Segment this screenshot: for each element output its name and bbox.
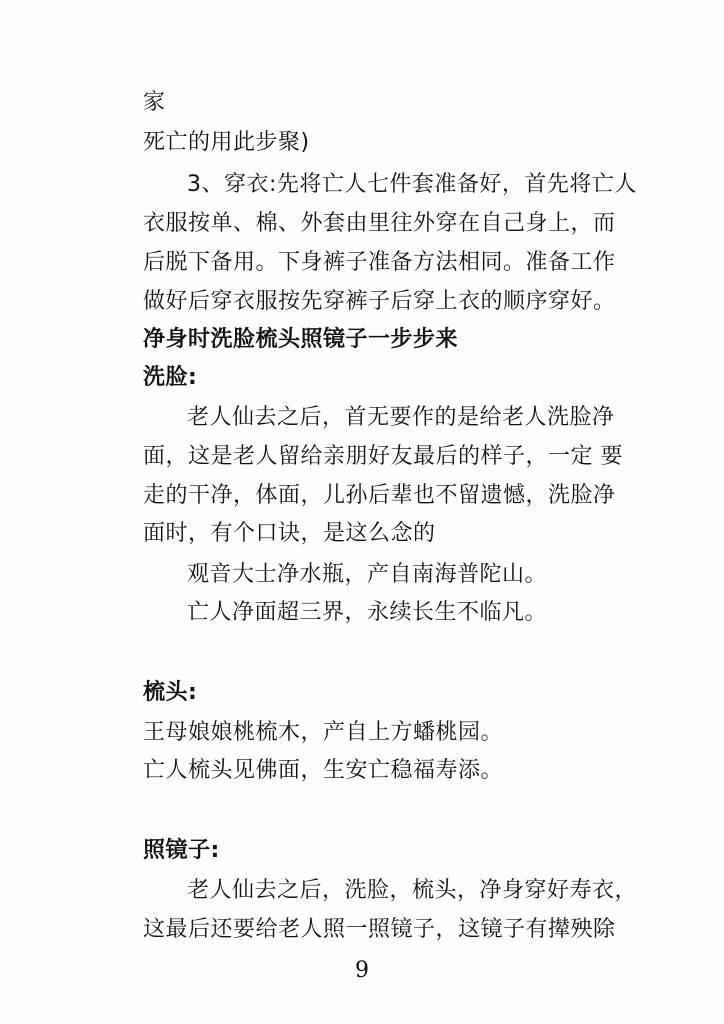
text-line: 这最后还要给老人照一照镜子，这镜子有撵殃除 — [143, 917, 616, 942]
text-line: 死亡的用此步聚) — [143, 130, 310, 155]
text-line: 亡人梳头见佛面，生安亡稳福寿添。 — [143, 758, 504, 783]
section-heading: 净身时洗脸梳头照镜子一步步来 — [143, 327, 459, 352]
text-line: 走的干净，体面，儿孙后辈也不留遗憾，洗脸净 — [143, 483, 616, 508]
text-line: 面，这是老人留给亲朋好友最后的样子，一定 要 — [143, 444, 623, 469]
text-line: 老人仙去之后，首无要作的是给老人洗脸净 — [187, 405, 615, 430]
text-line: 亡人净面超三界，永续长生不临凡。 — [187, 600, 548, 625]
text-line: 做好后穿衣服按先穿裤子后穿上衣的顺序穿好。 — [143, 289, 616, 314]
subsection-heading: 梳头: — [143, 680, 198, 705]
text-line: 老人仙去之后，洗脸，梳头，净身穿好寿衣， — [187, 878, 638, 903]
text-line: 王母娘娘桃梳木，产自上方蟠桃园。 — [143, 720, 504, 745]
text-line: 家 — [143, 90, 166, 115]
text-line: 面时，有个口诀，是这么念的 — [143, 521, 436, 546]
text-line: 观音大士净水瓶，产自南海普陀山。 — [187, 562, 548, 587]
page-number: 9 — [355, 958, 369, 983]
text-line: 后脱下备用。下身裤子准备方法相同。准备工作 — [143, 250, 616, 275]
subsection-heading: 洗脸: — [143, 365, 198, 390]
subsection-heading: 照镜子: — [143, 838, 220, 863]
text-line: 衣服按单、棉、外套由里往外穿在自己身上，而 — [143, 211, 616, 236]
text-line: 3、穿衣:先将亡人七件套准备好，首先将亡人 — [187, 172, 637, 197]
